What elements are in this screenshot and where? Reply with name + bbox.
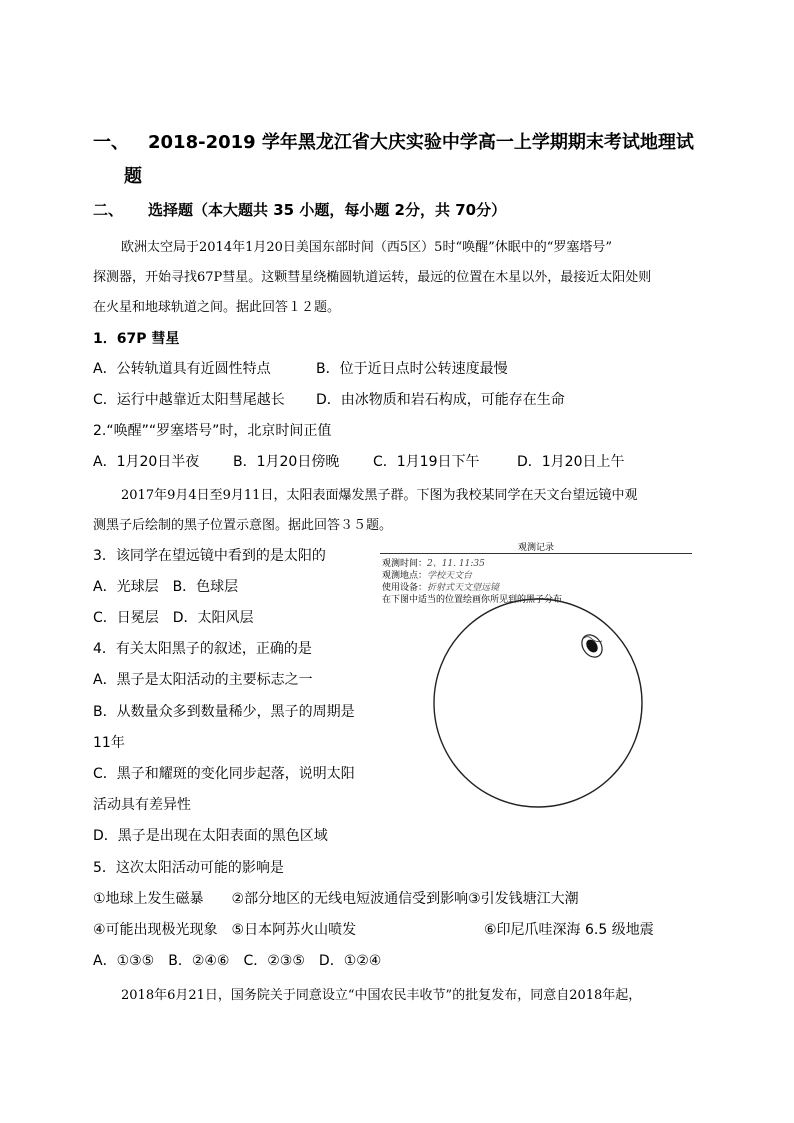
question-2-stem: 2.“唤醒”“罗塞塔号”时，北京时间正值: [93, 423, 332, 439]
passage3-line1: 2018年6月21日，国务院关于同意设立“中国农民丰收节”的批复发布，同意自2018年起，: [121, 988, 642, 1003]
question-2-option-b: B．1月20日傍晚: [233, 454, 340, 470]
passage1-line2: 探测器，开始寻找67P彗星。这颗彗星绕椭圆轨道运转，最远的位置在木星以外，最接近太阳处则: [93, 270, 652, 285]
question-1-option-b: B．位于近日点时公转速度最慢: [316, 361, 508, 377]
question-3-options-ab: A．光球层 B．色球层: [93, 579, 239, 595]
heading-number-1: 一、: [93, 132, 129, 153]
figure-title: 观测记录: [517, 543, 554, 553]
question-4-option-c: C．黑子和耀斑的变化同步起落，说明太阳: [93, 766, 355, 782]
observation-time-label: 观测时间：: [382, 559, 428, 569]
question-1-option-d: D．由冰物质和岩石构成，可能存在生命: [316, 392, 565, 408]
observation-device-label: 使用设备：: [382, 583, 428, 593]
question-4-stem: 4．有关太阳黑子的叙述，正确的是: [93, 641, 312, 657]
sunspot-observation-figure: [380, 540, 692, 812]
question-1-option-a: A．公转轨道具有近圆性特点: [93, 361, 271, 377]
question-2-option-c: C．1月19日下午: [373, 454, 480, 470]
question-5-items-line1: ①地球上发生磁暴 ②部分地区的无线电短波通信受到影响③引发钱塘江大潮: [93, 891, 579, 907]
sun-disk-outline: [434, 599, 642, 807]
question-4-option-d: D．黑子是出现在太阳表面的黑色区域: [93, 828, 328, 844]
question-2-option-d: D．1月20日上午: [517, 454, 625, 470]
question-1-stem: 1．67P 彗星: [93, 331, 180, 347]
question-4-option-b: B．从数量众多到数量稀少，黑子的周期是: [93, 704, 355, 720]
sunspot-icon: [578, 631, 607, 661]
question-5-options: A．①③⑤ B．②④⑥ C．②③⑤ D．①②④: [93, 953, 382, 969]
heading-number-2: 二、: [93, 201, 124, 219]
passage2-line1: 2017年9月4日至9月11日，太阳表面爆发黑子群。下图为我校某同学在天文台望远镜中观: [121, 488, 638, 503]
question-4-option-b-continued: 11年: [93, 735, 125, 751]
section-title: 选择题（本大题共 35 小题，每小题 2分，共 70分）: [148, 201, 507, 219]
question-5-stem: 5．这次太阳活动可能的影响是: [93, 860, 284, 876]
question-5-items-line2: ④可能出现极光现象 ⑤日本阿苏火山喷发: [93, 922, 357, 938]
question-1-option-c: C．运行中越靠近太阳彗尾越长: [93, 392, 285, 408]
observation-place-value: 学校天文台: [427, 571, 473, 581]
passage1-line3: 在火星和地球轨道之间。据此回答１２题。: [93, 300, 341, 315]
observation-device-value: 折射式天文望远镜: [427, 583, 500, 593]
passage1-line1: 欧洲太空局于2014年1月20日美国东部时间（西5区）5时“唤醒”休眠中的“罗塞塔号”: [121, 240, 613, 255]
passage2-line2: 测黑子后绘制的黑子位置示意图。据此回答３５题。: [93, 518, 393, 533]
observation-instruction: 在下图中适当的位置绘画你所见到的黑子分布: [382, 595, 563, 605]
observation-place-label: 观测地点：: [382, 571, 428, 581]
exam-title: 2018-2019 学年黑龙江省大庆实验中学高一上学期期末考试地理试: [148, 132, 694, 153]
question-3-options-cd: C．日冕层 D．太阳风层: [93, 610, 254, 626]
sun-disk-drawing: [380, 540, 692, 812]
question-2-option-a: A．1月20日半夜: [93, 454, 200, 470]
question-3-stem: 3．该同学在望远镜中看到的是太阳的: [93, 548, 326, 564]
question-5-item-6: ⑥印尼爪哇深海 6.5 级地震: [484, 922, 654, 938]
observation-time-value: 2、11. 11:35: [427, 559, 485, 569]
question-4-option-a: A．黑子是太阳活动的主要标志之一: [93, 672, 313, 688]
exam-title-continued: 题: [124, 166, 142, 187]
question-4-option-c-continued: 活动具有差异性: [93, 797, 191, 813]
